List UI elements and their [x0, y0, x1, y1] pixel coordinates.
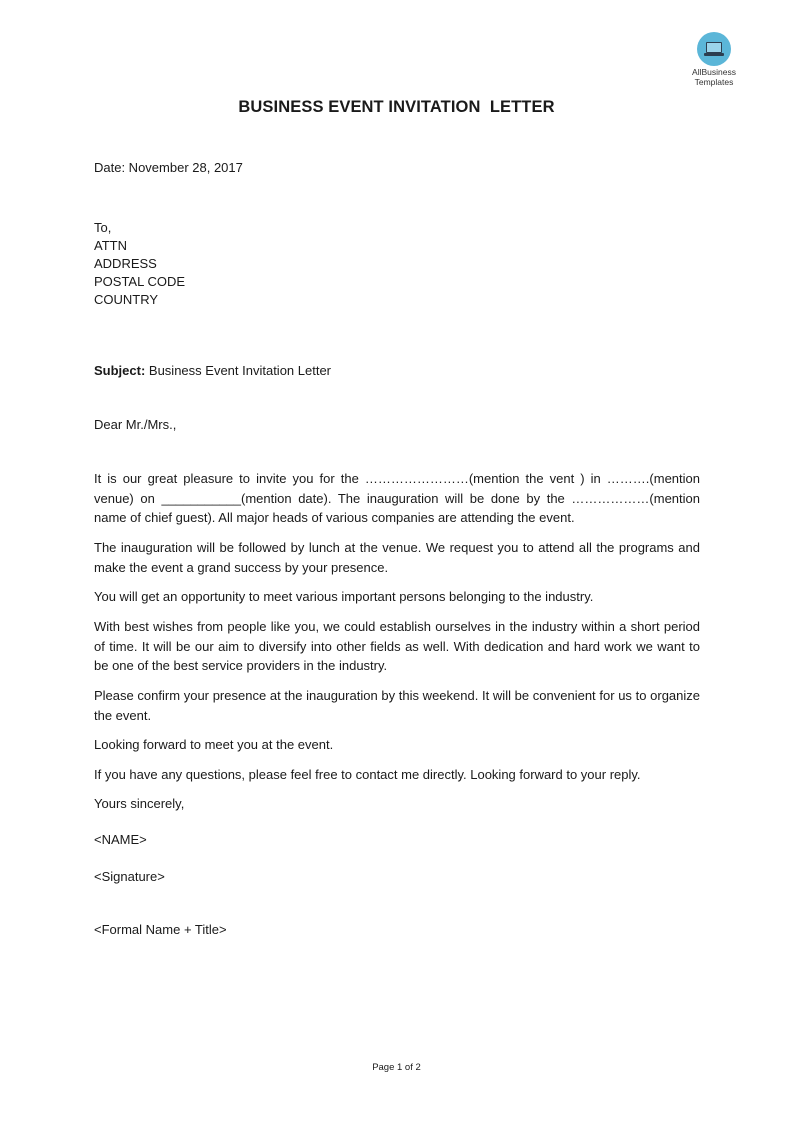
- body-paragraph-3: You will get an opportunity to meet various important persons belonging to the industry.: [94, 589, 594, 604]
- body-paragraph-6: Looking forward to meet you at the event.: [94, 737, 334, 752]
- letter-date: Date: November 28, 2017: [94, 160, 243, 175]
- name-placeholder: <NAME>: [94, 832, 147, 847]
- subject-label: Subject:: [94, 363, 146, 378]
- document-title: BUSINESS EVENT INVITATION LETTER: [238, 98, 555, 116]
- page-number: Page 1 of 2: [372, 1062, 421, 1073]
- address-line-attn: ATTN: [94, 238, 127, 253]
- brand-logo: [682, 32, 746, 87]
- formal-name-placeholder: <Formal Name + Title>: [94, 922, 227, 937]
- address-line-postal-code: POSTAL CODE: [94, 274, 186, 289]
- logo-text-line1: AllBusiness: [692, 67, 736, 77]
- body-paragraph-4: With best wishes from people like you, we could establish ourselves in the industry within a short period of time. It will be our aim to diversify into other fields as well. With dedication and hard work we want to be one of the best service providers in the industry.: [94, 619, 700, 673]
- subject-text: Business Event Invitation Letter: [145, 363, 332, 378]
- signature-placeholder: <Signature>: [94, 869, 165, 884]
- address-line-country: COUNTRY: [94, 292, 159, 307]
- subject-line: [94, 362, 331, 380]
- body-paragraph-5: Please confirm your presence at the inauguration by this weekend. It will be convenient for us to organize the event.: [94, 688, 700, 723]
- salutation: Dear Mr./Mrs.,: [94, 417, 177, 432]
- laptop-icon: [697, 32, 731, 66]
- address-line-address: ADDRESS: [94, 256, 157, 271]
- body-paragraph-2: The inauguration will be followed by lunch at the venue. We request you to attend all the programs and make the event a grand success by your presence.: [94, 540, 700, 575]
- body-paragraph-7: If you have any questions, please feel free to contact me directly. Looking forward to your reply.: [94, 767, 641, 782]
- logo-text-line2: Templates: [694, 76, 734, 87]
- address-line-to: To,: [94, 220, 112, 235]
- body-paragraph-1: It is our great pleasure to invite you for the ……………………(mention the vent ) in ……….(mention venue) on ___________(mention date). The inauguration will be done by the ………………(mention name of chief guest). All major heads of various companies are attending the event.: [94, 471, 700, 525]
- closing: Yours sincerely,: [94, 796, 185, 811]
